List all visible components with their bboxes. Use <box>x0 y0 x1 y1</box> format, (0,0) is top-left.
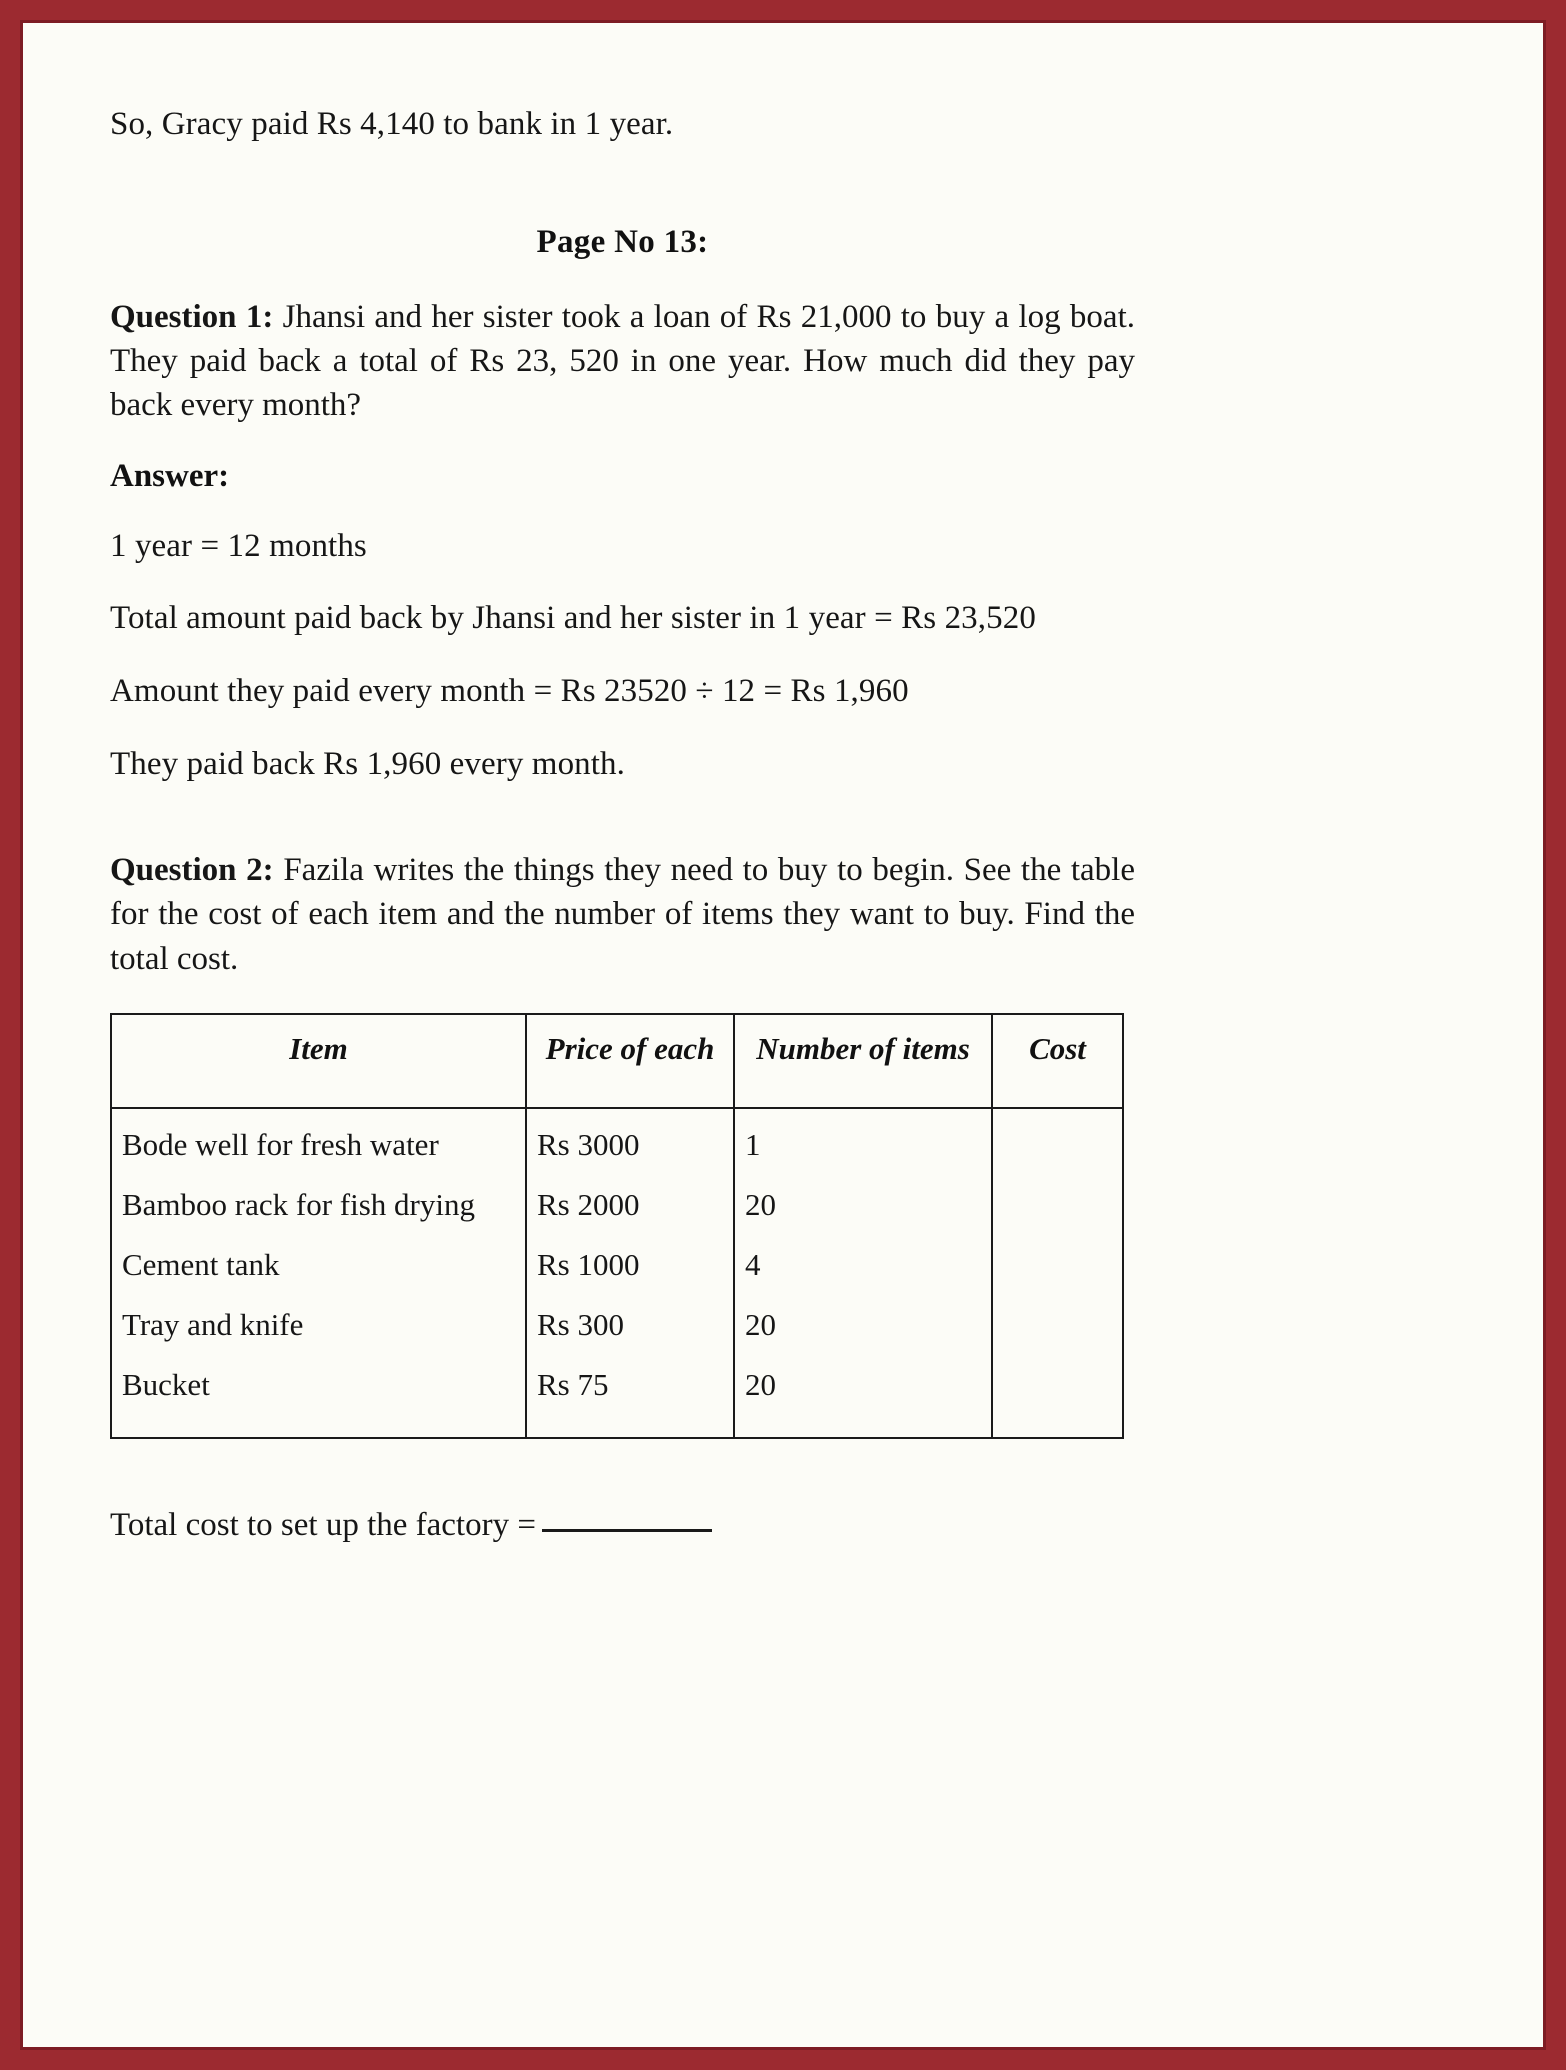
cell-price: Rs 2000 <box>526 1175 734 1235</box>
question-2-text: Fazila writes the things they need to buy to begin. See the table for the cost of each item and the number of items they want to buy. Find the total cost. <box>110 852 1135 977</box>
cell-item: Bode well for fresh water <box>111 1108 526 1175</box>
question-1-text: Jhansi and her sister took a loan of Rs 21,000 to buy a log boat. They paid back a total of Rs 23, 520 in one year. How much did they pay back every month? <box>110 298 1135 424</box>
cell-cost <box>992 1108 1123 1175</box>
page-surface <box>23 23 1543 2047</box>
cell-number: 20 <box>734 1295 992 1355</box>
cell-number: 1 <box>734 1108 992 1175</box>
document-content <box>110 103 1135 1544</box>
cost-table <box>110 1013 1124 1439</box>
table-row <box>111 1175 1123 1235</box>
cell-price: Rs 1000 <box>526 1235 734 1295</box>
table-row <box>111 1355 1123 1438</box>
answer-1-step-2: Total amount paid back by Jhansi and her sister in 1 year = Rs 23,520 <box>110 600 1036 637</box>
answer-1-step-4: They paid back Rs 1,960 every month. <box>110 746 625 783</box>
cell-number: 20 <box>734 1175 992 1235</box>
table-header-price: Price of each <box>526 1014 734 1108</box>
table-row <box>111 1108 1123 1175</box>
question-1-label: Question 1: <box>110 298 274 335</box>
answer-1-step-3: Amount they paid every month = Rs 23520 ÷ 12 = Rs 1,960 <box>110 673 909 710</box>
cell-cost <box>992 1235 1123 1295</box>
cell-cost <box>992 1175 1123 1235</box>
cell-item: Cement tank <box>111 1235 526 1295</box>
table-header-row <box>111 1014 1123 1108</box>
cell-number: 4 <box>734 1235 992 1295</box>
answer-1-label: Answer: <box>110 457 230 494</box>
table-row <box>111 1295 1123 1355</box>
cell-item: Bamboo rack for fish drying <box>111 1175 526 1235</box>
total-cost-label: Total cost to set up the factory = <box>110 1506 536 1543</box>
question-2-label: Question 2: <box>110 852 274 889</box>
cell-cost <box>992 1355 1123 1438</box>
answer-1-step-1: 1 year = 12 months <box>110 527 367 564</box>
table-header-number: Number of items <box>734 1014 992 1108</box>
question-1-block <box>110 295 1135 428</box>
section-spacer <box>110 786 1135 848</box>
intro-statement: So, Gracy paid Rs 4,140 to bank in 1 year. <box>110 106 674 142</box>
cell-price: Rs 300 <box>526 1295 734 1355</box>
page-number-heading: Page No 13: <box>536 223 709 260</box>
table-header-item: Item <box>111 1014 526 1108</box>
cell-item: Tray and knife <box>111 1295 526 1355</box>
total-cost-line <box>110 1507 1135 1544</box>
cell-cost <box>992 1295 1123 1355</box>
table-row <box>111 1235 1123 1295</box>
cell-price: Rs 75 <box>526 1355 734 1438</box>
cell-item: Bucket <box>111 1355 526 1438</box>
cell-number: 20 <box>734 1355 992 1438</box>
total-cost-blank <box>542 1528 712 1532</box>
cell-price: Rs 3000 <box>526 1108 734 1175</box>
table-header-cost: Cost <box>992 1014 1123 1108</box>
question-2-block <box>110 848 1135 981</box>
